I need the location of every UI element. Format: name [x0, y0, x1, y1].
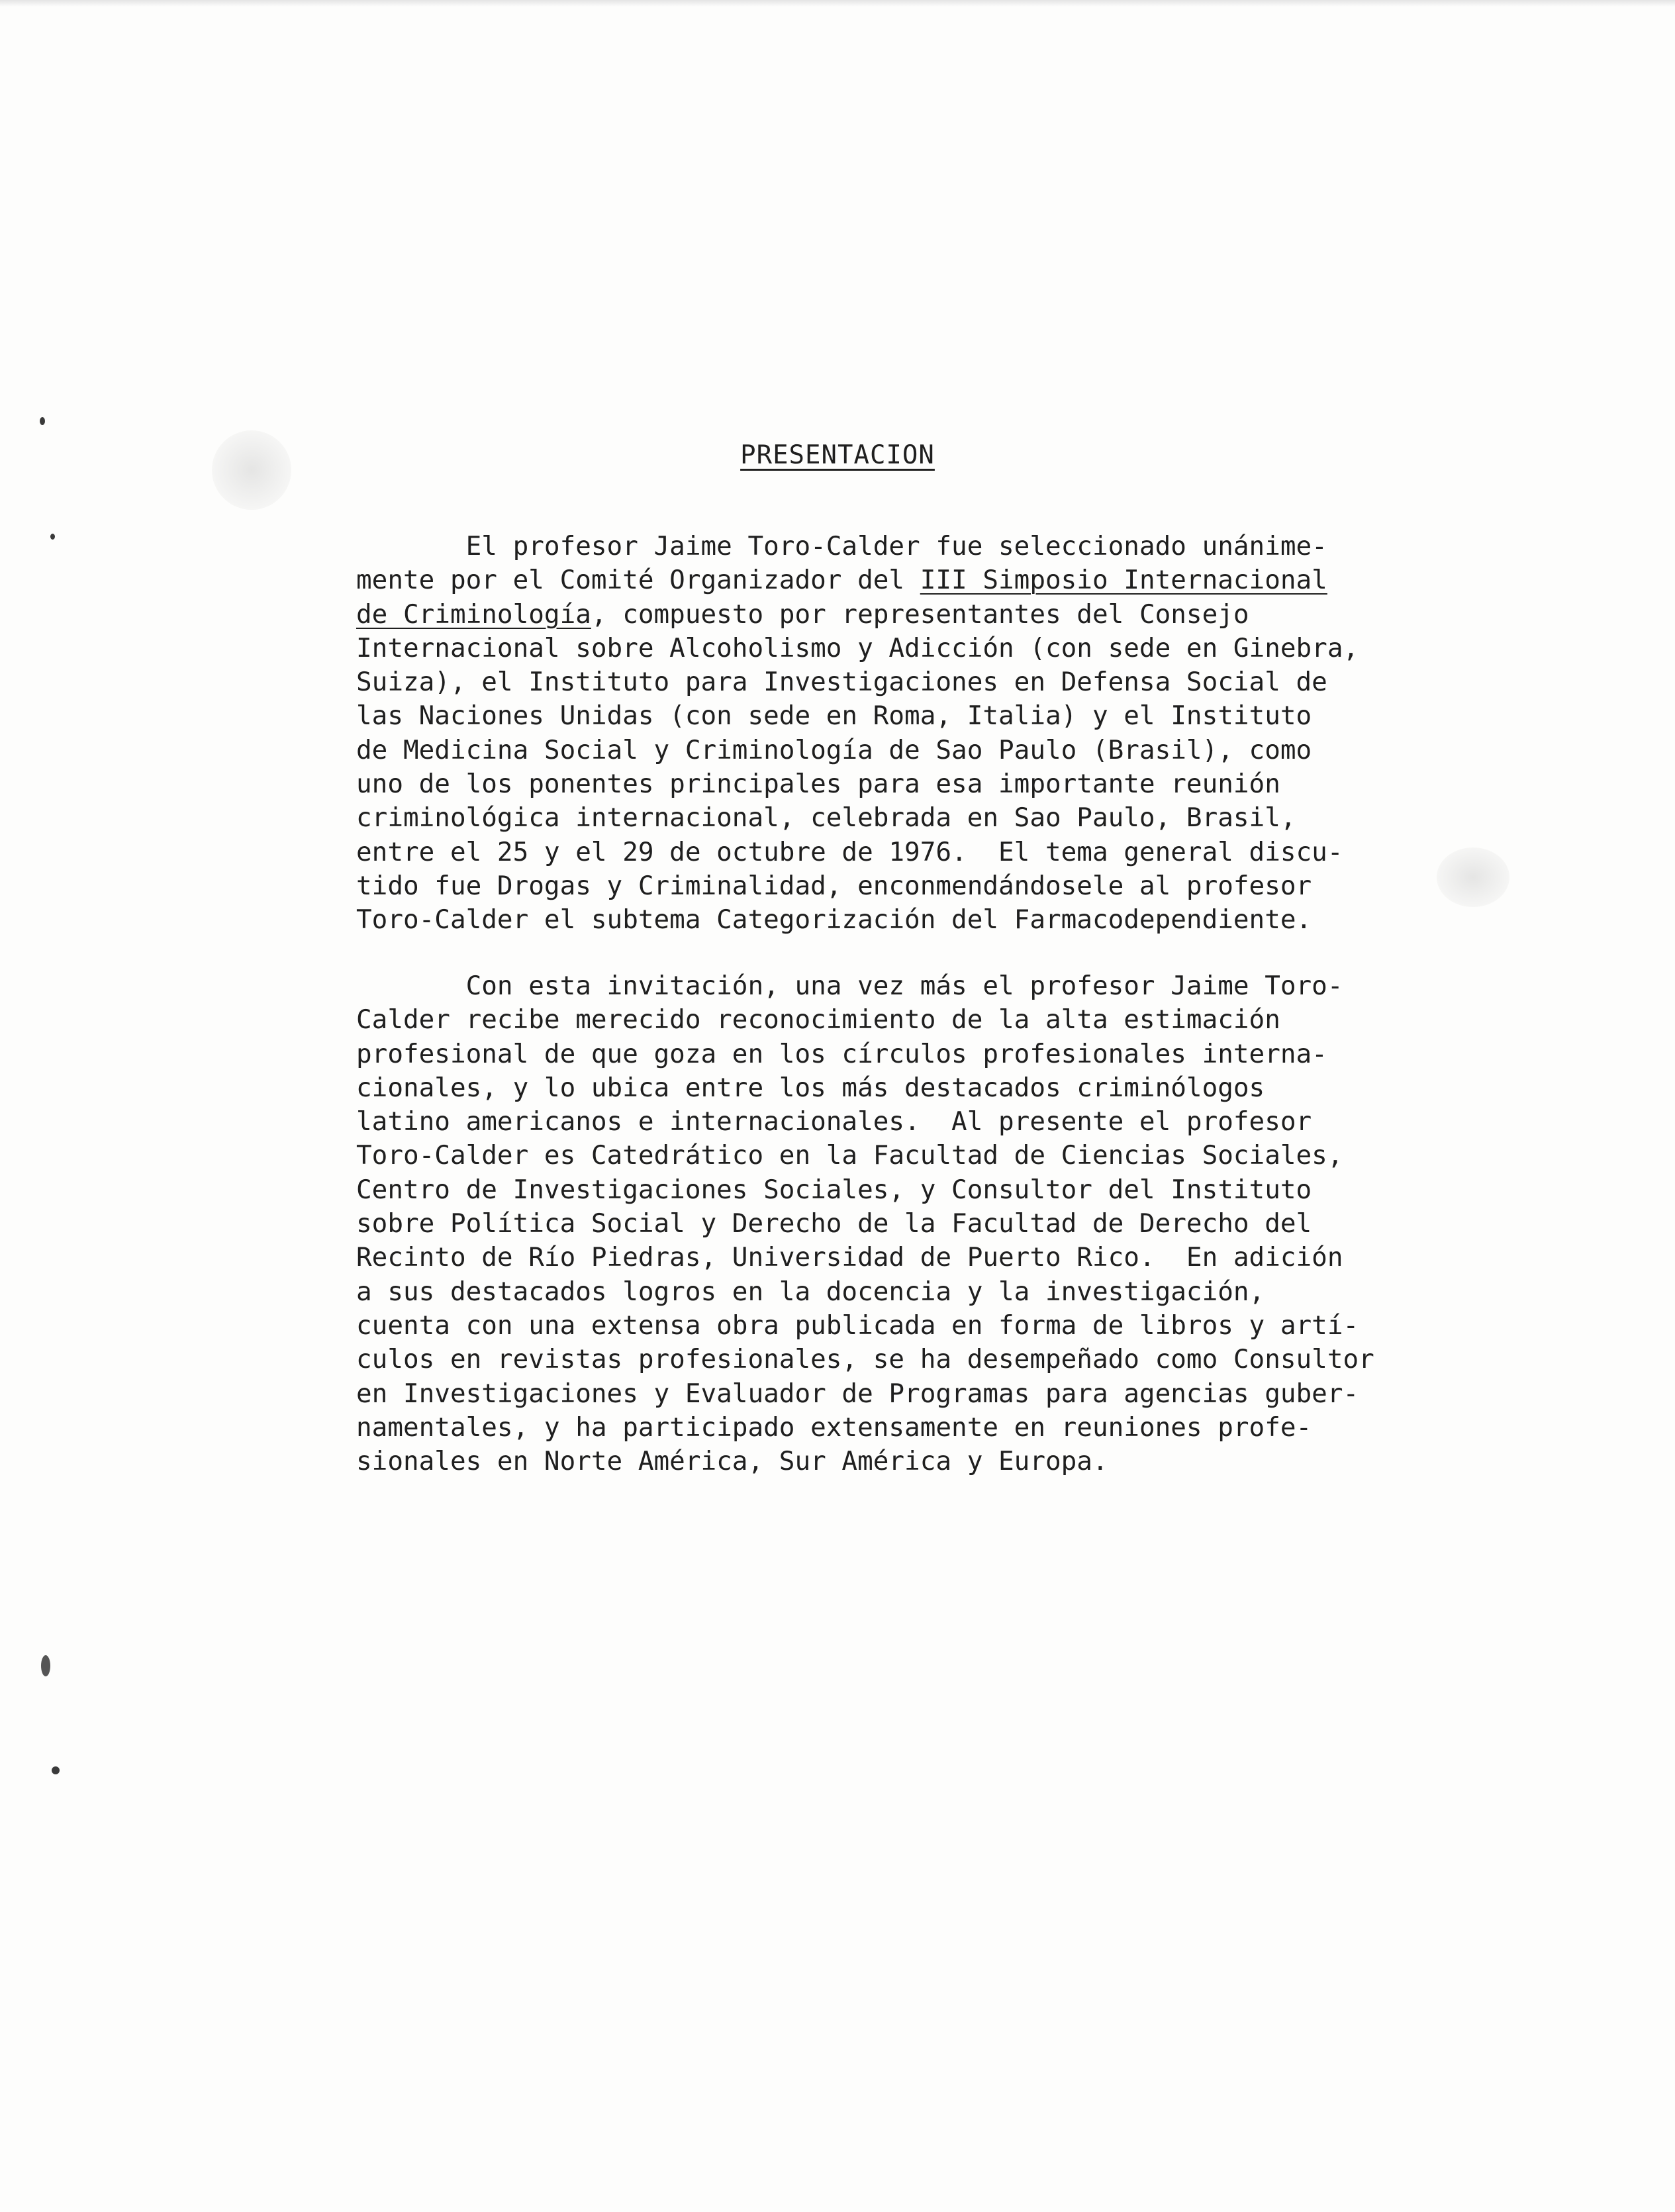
text-line: a sus destacados logros en la docencia y la investigación, — [356, 1276, 1265, 1307]
text-line: Centro de Investigaciones Sociales, y Consultor del Instituto — [356, 1175, 1312, 1205]
text-line: , compuesto por representantes del Consejo — [591, 599, 1249, 630]
scan-smudge — [1437, 847, 1509, 907]
text-line: Recinto de Río Piedras, Universidad de Puerto Rico. En adición — [356, 1243, 1343, 1273]
event-name-underlined: III Simposio Internacional — [920, 565, 1327, 596]
page-title — [0, 437, 1675, 474]
text-line: en Investigaciones y Evaluador de Programas para agencias guber- — [356, 1378, 1359, 1409]
event-name-underlined: de Criminología — [356, 599, 591, 630]
text-line: sobre Política Social y Derecho de la Facultad de Derecho del — [356, 1209, 1312, 1239]
scan-speck — [41, 1655, 50, 1676]
paragraph-1 — [356, 530, 1442, 938]
text-line: uno de los ponentes principales para esa importante reunión — [356, 769, 1280, 800]
paragraph-2 — [356, 969, 1442, 1478]
text-line: entre el 25 y el 29 de octubre de 1976. El tema general discu- — [356, 837, 1343, 867]
text-line: profesional de que goza en los círculos profesionales interna- — [356, 1039, 1327, 1069]
text-line: Internacional sobre Alcoholismo y Adicción (con sede en Ginebra, — [356, 633, 1359, 663]
text-line: Calder recibe merecido reconocimiento de la alta estimación — [356, 1005, 1280, 1035]
text-line: Toro-Calder el subtema Categorización del Farmacodependiente. — [356, 905, 1312, 936]
text-line: Suiza), el Instituto para Investigaciones en Defensa Social de — [356, 667, 1327, 698]
text-line: mente por el Comité Organizador del — [356, 565, 920, 596]
scan-speck — [50, 534, 55, 540]
text-line: cuenta con una extensa obra publicada en forma de libros y artí- — [356, 1310, 1359, 1341]
scan-speck — [52, 1766, 60, 1774]
page-top-edge — [0, 0, 1675, 7]
text-line: Toro-Calder es Catedrático en la Facultad de Ciencias Sociales, — [356, 1141, 1343, 1171]
text-line: culos en revistas profesionales, se ha desempeñado como Consultor — [356, 1345, 1374, 1375]
text-line: El profesor Jaime Toro-Calder fue seleccionado unánime- — [356, 532, 1327, 561]
text-line: cionales, y lo ubica entre los más destacados criminólogos — [356, 1073, 1265, 1103]
text-line: de Medicina Social y Criminología de Sao Paulo (Brasil), como — [356, 735, 1312, 765]
text-line: Con esta invitación, una vez más el profesor Jaime Toro- — [356, 971, 1343, 1001]
text-line: tido fue Drogas y Criminalidad, enconmendándosele al profesor — [356, 871, 1312, 901]
scan-speck — [40, 417, 45, 425]
text-line: las Naciones Unidas (con sede en Roma, Italia) y el Instituto — [356, 701, 1312, 732]
text-line: sionales en Norte América, Sur América y Europa. — [356, 1447, 1108, 1477]
text-line: criminológica internacional, celebrada en Sao Paulo, Brasil, — [356, 803, 1296, 834]
text-line: latino americanos e internacionales. Al presente el profesor — [356, 1107, 1312, 1137]
text-line: namentales, y ha participado extensamente en reuniones profe- — [356, 1412, 1312, 1443]
page-title-text: PRESENTACION — [740, 440, 935, 470]
